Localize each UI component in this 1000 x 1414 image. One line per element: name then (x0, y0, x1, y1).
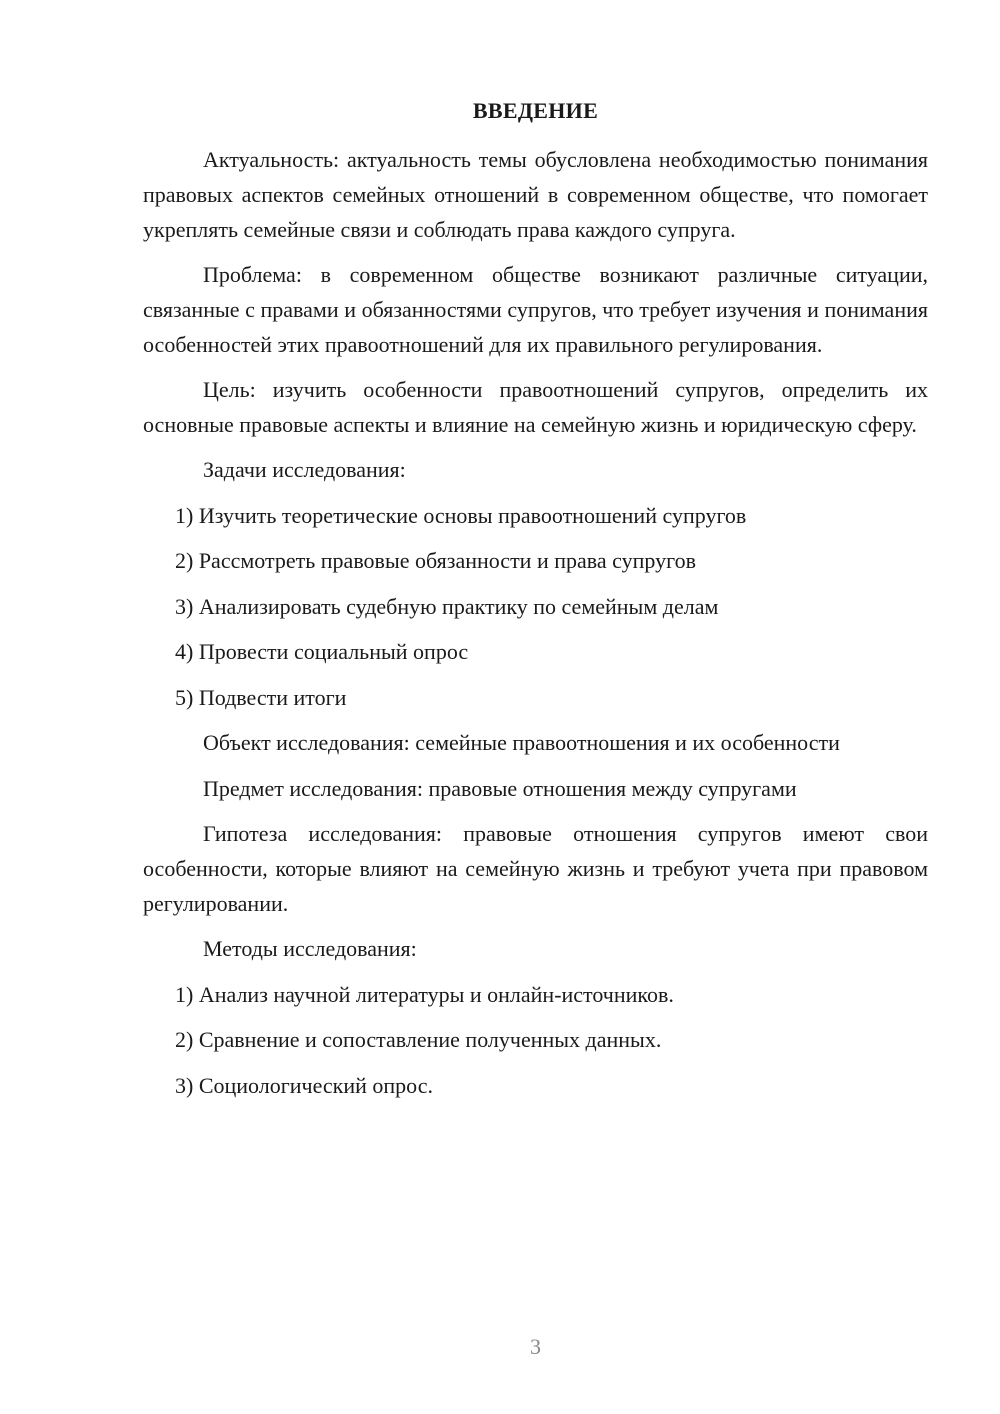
goal-paragraph: Цель: изучить особенности правоотношений супругов, определить их основные правовые аспекты и влияние на семейную жизнь и юридическую сферу. (143, 377, 928, 437)
method-item: 3) Социологический опрос. (175, 1072, 433, 1098)
hypothesis-paragraph: Гипотеза исследования: правовые отношения супругов имеют свои особенности, которые влияют на семейную жизнь и требуют учета при правовом регулировании. (143, 821, 928, 916)
method-item: 2) Сравнение и сопоставление полученных данных. (175, 1027, 662, 1052)
document-body (143, 142, 928, 1113)
methods-heading: Методы исследования: (203, 936, 417, 961)
relevance-paragraph: Актуальность: актуальность темы обусловлена необходимостью понимания правовых аспектов семейных отношений в современном обществе, что помогает укреплять семейные связи и соблюдать права каждого супруга. (143, 147, 928, 242)
research-subject: Предмет исследования: правовые отношения между супругами (203, 775, 797, 801)
problem-paragraph: Проблема: в современном обществе возникают различные ситуации, связанные с правами и обязанностями супругов, что требует изучения и понимания особенностей этих правоотношений для их правильного регулирования. (143, 262, 928, 357)
task-item: 1) Изучить теоретические основы правоотношений супругов (175, 502, 747, 528)
tasks-heading: Задачи исследования: (203, 457, 406, 482)
task-item: 4) Провести социальный опрос (175, 639, 469, 664)
task-item: 3) Анализировать судебную практику по семейным делам (175, 593, 719, 619)
page-number: 3 (530, 1334, 541, 1359)
document-page (143, 0, 928, 1414)
task-item: 2) Рассмотреть правовые обязанности и права супругов (175, 548, 696, 573)
research-object: Объект исследования: семейные правоотношения и их особенности (203, 730, 840, 755)
section-title: ВВЕДЕНИЕ (472, 98, 599, 123)
task-item: 5) Подвести итоги (175, 684, 347, 710)
method-item: 1) Анализ научной литературы и онлайн-источников. (175, 981, 674, 1007)
